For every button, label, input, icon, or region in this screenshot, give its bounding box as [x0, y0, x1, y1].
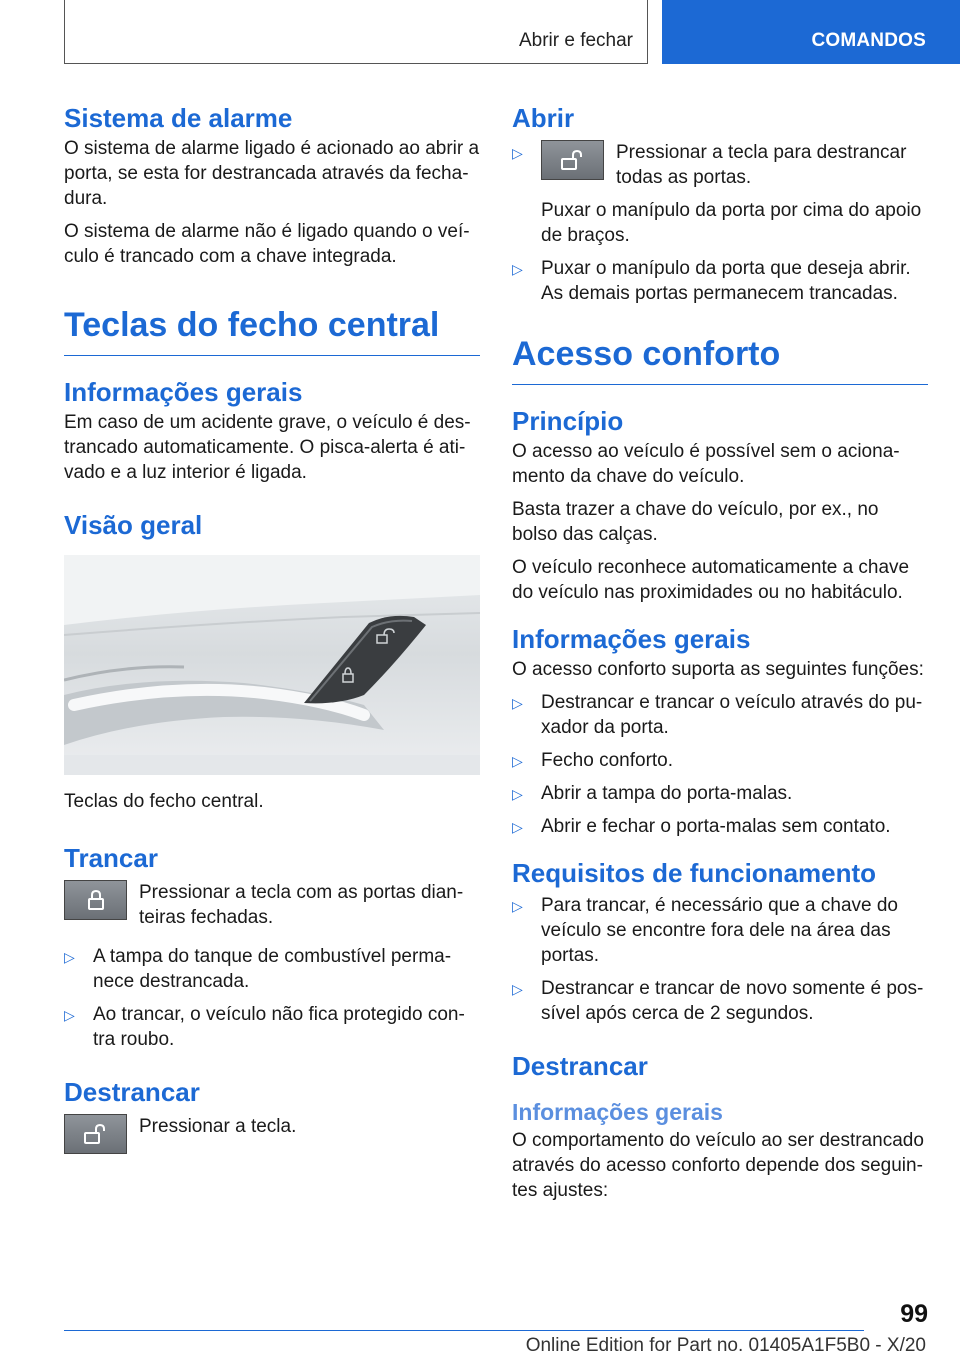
comfort-unlock-heading: Destrancar: [512, 1051, 648, 1081]
open-key-row: [541, 140, 928, 190]
principle-paragraph-3: O veículo reconhece automaticamente a chave do veículo nas proximidades ou no habitáculo.: [512, 557, 910, 603]
list-item: [512, 140, 928, 248]
alarm-heading: Sistema de alarme: [64, 103, 293, 133]
left-column: [64, 100, 480, 1154]
comfort-functions-list: [512, 690, 928, 839]
list-item: ▷ Destrancar e trancar de novo somente é possível após cerca de 2 segundos.: [512, 978, 924, 1024]
lock-key-row: [64, 880, 480, 930]
door-handle-illustration: [64, 555, 480, 775]
footer-divider: [64, 1330, 864, 1331]
comfort-access-chapter-heading: Acesso conforto: [512, 332, 928, 385]
requirements-heading: Requisitos de funcionamento: [512, 858, 877, 888]
header-section-box: [64, 0, 648, 64]
right-column: [512, 100, 928, 1203]
door-panel-photo: [64, 555, 480, 775]
principle-paragraph-2: Basta trazer a chave do veículo, por ex., no bolso das calças.: [512, 499, 879, 545]
list-item: ▷ Abrir e fechar o porta-malas sem contato.: [512, 814, 928, 839]
comfort-unlock-paragraph: O comportamento do veículo ao ser destrancado através do acesso conforto depende dos seguintes ajustes:: [512, 1130, 924, 1201]
overview-heading: Visão geral: [64, 510, 203, 540]
comfort-unlock-subheading: Informações gerais: [512, 1099, 723, 1125]
open-key-instruction: Pressionar a tecla para destrancar todas as portas.: [616, 142, 907, 188]
open-handle-instruction: Puxar o manípulo da porta por cima do apoio de braços.: [541, 200, 922, 246]
footer-edition-text: Online Edition for Part no. 01405A1F5B0 - X/20: [525, 1335, 926, 1356]
triangle-right-icon: ▷: [512, 819, 523, 835]
lock-instruction: Pressionar a tecla com as portas dianteiras fechadas.: [139, 882, 464, 928]
triangle-right-icon: ▷: [512, 981, 523, 997]
alarm-paragraph-1: O sistema de alarme ligado é acionado ao abrir a porta, se esta for destrancada através da fechadura.: [64, 138, 480, 209]
lock-bullet-list: [64, 944, 480, 1052]
alarm-paragraph-2: O sistema de alarme não é ligado quando o veículo é trancado com a chave integrada.: [64, 221, 470, 267]
comfort-info-paragraph: O acesso conforto suporta as seguintes funções:: [512, 659, 924, 680]
triangle-right-icon: ▷: [512, 898, 523, 914]
lock-closed-icon: [85, 889, 107, 911]
lock-open-icon: [83, 1123, 109, 1145]
list-item: ▷ A tampa do tanque de combustível permanece destrancada.: [64, 946, 452, 992]
central-lock-chapter-heading: Teclas do fecho central: [64, 303, 480, 356]
general-info-paragraph: Em caso de um acidente grave, o veículo é destrancado automaticamente. O pisca-alerta é ativado e a luz interior é ligada.: [64, 412, 471, 483]
list-item: ▷ Para trancar, é necessário que a chave do veículo se encontre fora dele na área das portas.: [512, 895, 899, 966]
list-item: ▷ Destrancar e trancar o veículo através do puxador da porta.: [512, 692, 923, 738]
triangle-right-icon: ▷: [512, 261, 523, 277]
triangle-right-icon: ▷: [64, 949, 75, 965]
unlock-key-row: [64, 1114, 480, 1154]
open-bullet-list: [512, 140, 928, 306]
comfort-info-heading: Informações gerais: [512, 624, 751, 654]
lock-key-button: [64, 880, 127, 920]
header-chapter-label: COMANDOS: [811, 30, 926, 51]
open-heading: Abrir: [512, 103, 575, 133]
triangle-right-icon: ▷: [512, 145, 523, 161]
photo-caption: Teclas do fecho central.: [64, 791, 264, 812]
triangle-right-icon: ▷: [512, 786, 523, 802]
general-info-heading: Informações gerais: [64, 377, 303, 407]
triangle-right-icon: ▷: [512, 753, 523, 769]
list-item: ▷ Abrir a tampa do porta-malas.: [512, 781, 928, 806]
principle-paragraph-1: O acesso ao veículo é possível sem o acionamento da chave do veículo.: [512, 441, 900, 487]
principle-heading: Princípio: [512, 406, 624, 436]
triangle-right-icon: ▷: [64, 1007, 75, 1023]
list-item: ▷ Fecho conforto.: [512, 748, 928, 773]
header-chapter-tab[interactable]: [662, 0, 960, 64]
unlock-instruction: Pressionar a tecla.: [139, 1116, 297, 1137]
lock-open-icon: [560, 149, 586, 171]
lock-heading: Trancar: [64, 843, 158, 873]
header-section-title: Abrir e fechar: [518, 30, 633, 51]
requirements-list: [512, 893, 928, 1026]
list-item: ▷ Puxar o manípulo da porta que deseja abrir. As demais portas permanecem trancadas.: [512, 258, 911, 304]
open-unlock-key-button: [541, 140, 604, 180]
unlock-key-button: [64, 1114, 127, 1154]
unlock-heading: Destrancar: [64, 1077, 200, 1107]
page-number: 99: [900, 1300, 928, 1328]
list-item: ▷ Ao trancar, o veículo não fica protegido contra roubo.: [64, 1004, 465, 1050]
triangle-right-icon: ▷: [512, 695, 523, 711]
